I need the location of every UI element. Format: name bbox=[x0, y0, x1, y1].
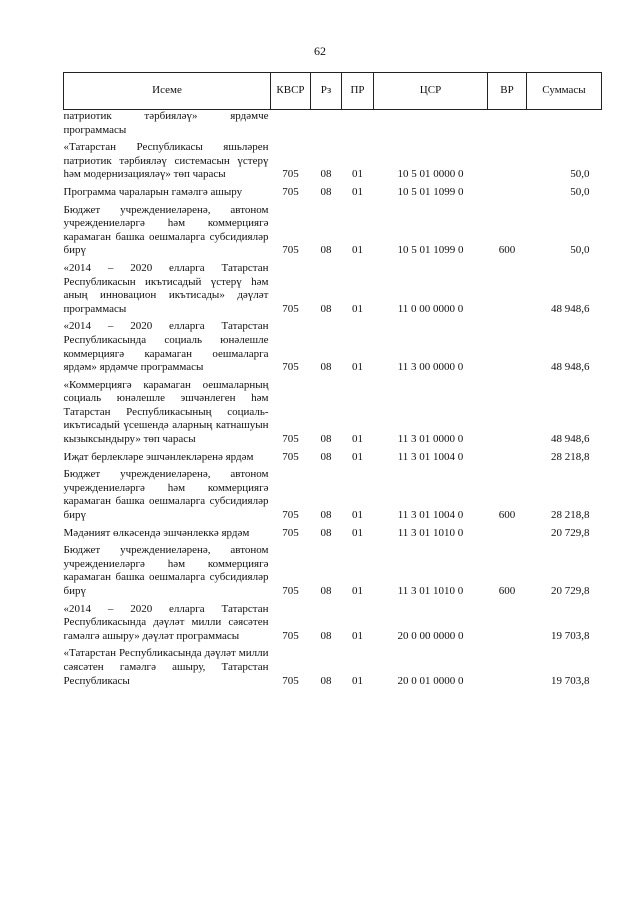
table-row bbox=[64, 464, 602, 522]
row-rz: 08 bbox=[320, 674, 332, 687]
row-kvsr: 705 bbox=[282, 168, 299, 181]
table-header bbox=[64, 73, 602, 110]
row-vr: 600 bbox=[498, 509, 516, 522]
row-pr: 01 bbox=[352, 629, 363, 642]
row-sum: 20 729,8 bbox=[551, 585, 590, 597]
row-kvsr: 705 bbox=[282, 302, 299, 315]
row-rz: 08 bbox=[320, 509, 332, 522]
table-row bbox=[64, 523, 602, 541]
row-name: «Коммерциягә карамаган оешмаларның социаль юнәлешле эшчәнлеген һәм Татарстан Республикасының социаль-икътисадый үсешендә аларның катнашуын кызыксындыру» төп чарасы bbox=[63, 378, 269, 446]
row-kvsr bbox=[271, 110, 311, 138]
row-sum: 48 948,6 bbox=[551, 302, 590, 315]
row-vr bbox=[488, 599, 527, 644]
row-name: «Татарстан Республикасы яшьләрен патриотик тәрбияләү системасын үстерү һәм модернизацияләү» төп чарасы bbox=[63, 141, 269, 181]
row-vr bbox=[488, 523, 527, 541]
row-sum: 20 729,8 bbox=[551, 526, 590, 539]
table-row bbox=[64, 447, 602, 465]
row-rz: 08 bbox=[320, 185, 332, 198]
row-name: «Татарстан Республикасында дәүләт милли сәясәтен гамәлгә ашыру, Татарстан Республикасы bbox=[63, 647, 269, 687]
row-csr: 20 0 01 0000 0 bbox=[397, 674, 464, 687]
table-row bbox=[64, 599, 602, 644]
row-sum: 28 218,8 bbox=[551, 450, 590, 463]
row-rz: 08 bbox=[320, 168, 332, 181]
row-rz: 08 bbox=[320, 302, 332, 315]
row-pr: 01 bbox=[352, 244, 363, 257]
row-csr: 11 3 00 0000 0 bbox=[397, 361, 464, 374]
row-name: патриотик тәрбияләү» ярдәмче программасы bbox=[63, 110, 269, 136]
row-name: Иҗат берлекләре эшчәнлекләренә ярдәм bbox=[63, 450, 254, 463]
row-name: Мәдәният өлкәсендә эшчәнлеккә ярдәм bbox=[63, 526, 250, 539]
row-kvsr: 705 bbox=[282, 674, 299, 687]
row-kvsr: 705 bbox=[282, 185, 299, 198]
header-pr: ПР bbox=[342, 73, 374, 110]
row-pr: 01 bbox=[352, 674, 363, 687]
row-pr: 01 bbox=[352, 433, 363, 446]
row-rz: 08 bbox=[320, 361, 332, 374]
row-csr: 11 3 01 1010 0 bbox=[397, 585, 464, 597]
row-name: Программа чараларын гамәлгә ашыру bbox=[63, 185, 243, 198]
row-vr bbox=[488, 447, 527, 465]
table-row bbox=[64, 137, 602, 182]
row-kvsr: 705 bbox=[282, 585, 299, 597]
table-row bbox=[64, 200, 602, 258]
row-csr: 11 3 01 0000 0 bbox=[397, 433, 464, 446]
table-row bbox=[64, 643, 602, 688]
row-vr: 600 bbox=[498, 244, 516, 257]
budget-table bbox=[63, 72, 602, 688]
row-vr bbox=[488, 110, 527, 138]
row-name: «2014 – 2020 елларга Татарстан Республикасында социаль юнәлешле коммерциягә карамаган оешмаларга ярдәм» ярдәмче программасы bbox=[63, 320, 269, 374]
row-pr: 01 bbox=[352, 185, 363, 198]
header-rz: Рз bbox=[311, 73, 342, 110]
table-row bbox=[64, 258, 602, 316]
row-rz: 08 bbox=[320, 526, 332, 539]
table-row bbox=[64, 375, 602, 447]
header-sum: Суммасы bbox=[527, 73, 602, 110]
row-csr: 10 5 01 1099 0 bbox=[397, 244, 464, 257]
row-pr: 01 bbox=[352, 450, 363, 463]
table-row bbox=[64, 182, 602, 200]
row-sum: 28 218,8 bbox=[551, 509, 590, 522]
row-name: «2014 – 2020 елларга Татарстан Республикасында дәүләт милли сәясәтен гамәлгә ашыру» дәүләт программасы bbox=[63, 602, 269, 642]
row-sum: 50,0 bbox=[570, 185, 590, 198]
row-csr: 11 3 01 1010 0 bbox=[397, 526, 464, 539]
row-pr: 01 bbox=[352, 509, 363, 522]
header-kvsr: КВСР bbox=[271, 73, 311, 110]
row-rz: 08 bbox=[320, 450, 332, 463]
row-csr: 11 3 01 1004 0 bbox=[397, 509, 464, 522]
table-row bbox=[64, 540, 602, 598]
row-sum: 50,0 bbox=[570, 244, 590, 257]
header-row bbox=[64, 73, 602, 110]
row-csr: 10 5 01 1099 0 bbox=[397, 185, 464, 198]
row-pr bbox=[342, 110, 374, 138]
row-sum bbox=[527, 110, 602, 138]
row-kvsr: 705 bbox=[282, 244, 299, 257]
row-vr bbox=[488, 182, 527, 200]
row-csr: 11 3 01 1004 0 bbox=[397, 450, 464, 463]
row-kvsr: 705 bbox=[282, 450, 299, 463]
row-rz: 08 bbox=[320, 585, 332, 597]
page-number: 62 bbox=[314, 44, 326, 58]
row-kvsr: 705 bbox=[282, 629, 299, 642]
row-name: Бюджет учреждениеләренә, автоном учреждениеләргә һәм коммерциягә карамаган башка оешмаларга субсидияләр бирү bbox=[63, 203, 269, 257]
row-csr: 10 5 01 0000 0 bbox=[397, 168, 464, 181]
row-csr: 11 0 00 0000 0 bbox=[397, 302, 464, 315]
row-name: Бюджет учреждениеләренә, автоном учреждениеләргә һәм коммерциягә карамаган башка оешмаларга субсидияләр бирү bbox=[63, 544, 269, 597]
table-row bbox=[64, 316, 602, 374]
header-csr: ЦСР bbox=[374, 73, 488, 110]
row-sum: 50,0 bbox=[570, 168, 590, 181]
row-name: Бюджет учреждениеләренә, автоном учреждениеләргә һәм коммерциягә карамаган башка оешмаларга субсидияләр бирү bbox=[63, 468, 269, 522]
row-rz: 08 bbox=[320, 629, 332, 642]
row-kvsr: 705 bbox=[282, 433, 299, 446]
row-rz: 08 bbox=[320, 244, 332, 257]
row-vr bbox=[488, 375, 527, 447]
row-csr bbox=[374, 110, 488, 138]
row-vr: 600 bbox=[498, 585, 516, 597]
row-pr: 01 bbox=[352, 361, 363, 374]
row-vr bbox=[488, 643, 527, 688]
row-kvsr: 705 bbox=[282, 361, 299, 374]
header-vr: ВР bbox=[488, 73, 527, 110]
table-body bbox=[64, 110, 602, 689]
row-rz: 08 bbox=[320, 433, 332, 446]
row-pr: 01 bbox=[352, 168, 363, 181]
row-sum: 19 703,8 bbox=[551, 629, 590, 642]
row-sum: 19 703,8 bbox=[551, 674, 590, 687]
row-kvsr: 705 bbox=[282, 526, 299, 539]
row-rz bbox=[311, 110, 342, 138]
row-vr bbox=[488, 316, 527, 374]
row-pr: 01 bbox=[352, 526, 363, 539]
row-pr: 01 bbox=[352, 585, 363, 597]
row-kvsr: 705 bbox=[282, 509, 299, 522]
table-row bbox=[64, 110, 602, 138]
row-sum: 48 948,6 bbox=[551, 361, 590, 374]
row-vr bbox=[488, 137, 527, 182]
row-pr: 01 bbox=[352, 302, 363, 315]
header-name: Исеме bbox=[64, 73, 271, 110]
row-vr bbox=[488, 258, 527, 316]
row-name: «2014 – 2020 елларга Татарстан Республикасын икътисадый үстерү һәм аның инновацион икътисады» дәүләт программасы bbox=[63, 261, 269, 315]
row-csr: 20 0 00 0000 0 bbox=[397, 629, 464, 642]
row-sum: 48 948,6 bbox=[551, 433, 590, 446]
